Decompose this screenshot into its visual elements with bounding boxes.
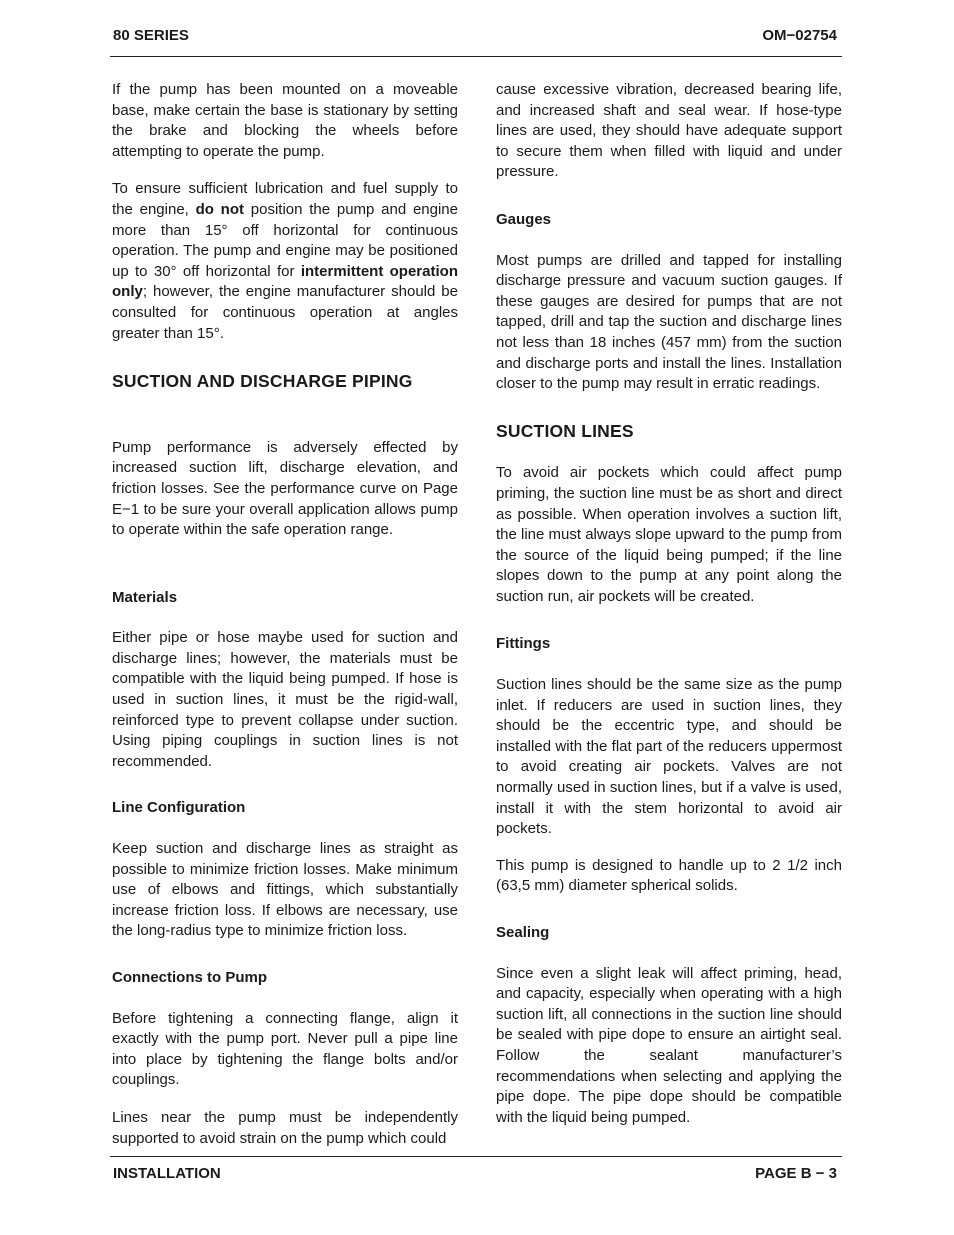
paragraph-sealing: Since even a slight leak will affect priming, head, and capacity, especially when operating with a high suction lift, all connections in the suction line should be sealed with pipe dope to ensure an airtight seal. Follow the sealant manufacturer’s recommendations when selecting and applying the pipe dope. The pipe dope should be compatible with the liquid being pumped. bbox=[496, 964, 842, 1126]
paragraph-lubrication bbox=[112, 179, 458, 344]
paragraph-suction-lines: To avoid air pockets which could affect pump priming, the suction line must be as short and direct as possible. When operation involves a suction lift, the line must always slope upward to the pump from the source of the liquid being pumped; if the line slopes down to the pump at any point along the suction run, air pockets will be created. bbox=[496, 464, 843, 605]
paragraph-vibration: cause excessive vibration, decreased bearing life, and increased shaft and seal wear. If hose-type lines are used, they should have adequate support to secure them when filled with liquid and under pressure. bbox=[496, 81, 842, 181]
footer-page-number: PAGE B − 3 bbox=[755, 1165, 837, 1182]
heading-gauges: Gauges bbox=[496, 210, 552, 228]
header-series: 80 SERIES bbox=[113, 27, 189, 44]
text-segment: position the pump and engine more than 15° off horizontal for continuous operation. The pump and engine may be positioned up to 30° off horizontal for bbox=[112, 200, 458, 280]
paragraph-performance: Pump performance is adversely effected by increased suction lift, discharge elevation, and friction losses. See the performance curve on Page E−1 to be sure your overall application allows pump to operate within the safe operation range. bbox=[112, 438, 458, 539]
paragraph-support: Lines near the pump must be independently supported to avoid strain on the pump which could bbox=[112, 1108, 458, 1147]
paragraph-solids: This pump is designed to handle up to 2 1/2 inch (63,5 mm) diameter spherical solids. bbox=[496, 856, 842, 895]
text-emphasis-do-not: do not bbox=[195, 200, 245, 218]
heading-line-configuration: Line Configuration bbox=[112, 799, 246, 817]
heading-suction-lines: SUCTION LINES bbox=[496, 420, 634, 441]
text-emphasis-intermittent: intermittent operation only bbox=[112, 262, 458, 301]
paragraph-materials: Either pipe or hose maybe used for suction and discharge lines; however, the materials must be compatible with the liquid being pumped. If hose is used in suction lines, it must be the rigid-wall, reinforced type to prevent collapse under suction. Using piping couplings in suction lines is not recommended. bbox=[112, 629, 458, 770]
heading-sealing: Sealing bbox=[496, 924, 550, 941]
paragraph-gauges: Most pumps are drilled and tapped for installing discharge pressure and vacuum suction gauges. If these gauges are desired for pumps that are not tapped, drill and tap the suction and discharge lines not less than 18 inches (457 mm) from the suction and discharge ports and install the lines. Installation closer to the pump may result in erratic readings. bbox=[496, 251, 842, 393]
footer-rule bbox=[110, 1156, 842, 1157]
text-segment: To ensure sufficient lubrication and fuel supply to the engine, bbox=[112, 180, 458, 218]
paragraph-fittings: Suction lines should be the same size as the pump inlet. If reducers are used in suction lines, they should be the eccentric type, and should be installed with the flat part of the reducers uppermost to avoid creating air pockets. Valves are not normally used in suction lines, but if a valve is used, install it with the stem horizontal to avoid air pockets. bbox=[496, 676, 842, 838]
header-rule bbox=[110, 56, 842, 57]
right-column bbox=[496, 80, 842, 1128]
paragraph-moveable-base: If the pump has been mounted on a moveable base, make certain the base is stationary by setting the brake and blocking the wheels before attempting to operate the pump. bbox=[112, 81, 458, 160]
heading-fittings: Fittings bbox=[496, 635, 551, 653]
paragraph-connections: Before tightening a connecting flange, align it exactly with the pump port. Never pull a pipe line into place by tightening the flange bolts and/or couplings. bbox=[112, 1009, 458, 1089]
text-segment: ; however, the engine manufacturer should be consulted for continuous operation at angles greater than 15°. bbox=[112, 283, 458, 342]
heading-materials: Materials bbox=[112, 588, 178, 606]
paragraph-line-configuration: Keep suction and discharge lines as straight as possible to minimize friction losses. Make minimum use of elbows and fittings, which substantially increase friction loss. If elbows are necessary, use the long-radius type to minimize friction loss. bbox=[112, 840, 458, 940]
left-column bbox=[112, 80, 458, 1149]
header-doc-number: OM−02754 bbox=[762, 27, 837, 44]
heading-suction-discharge-piping: SUCTION AND DISCHARGE PIPING bbox=[112, 371, 413, 392]
heading-connections-to-pump: Connections to Pump bbox=[112, 969, 267, 986]
footer-section: INSTALLATION bbox=[113, 1165, 221, 1182]
